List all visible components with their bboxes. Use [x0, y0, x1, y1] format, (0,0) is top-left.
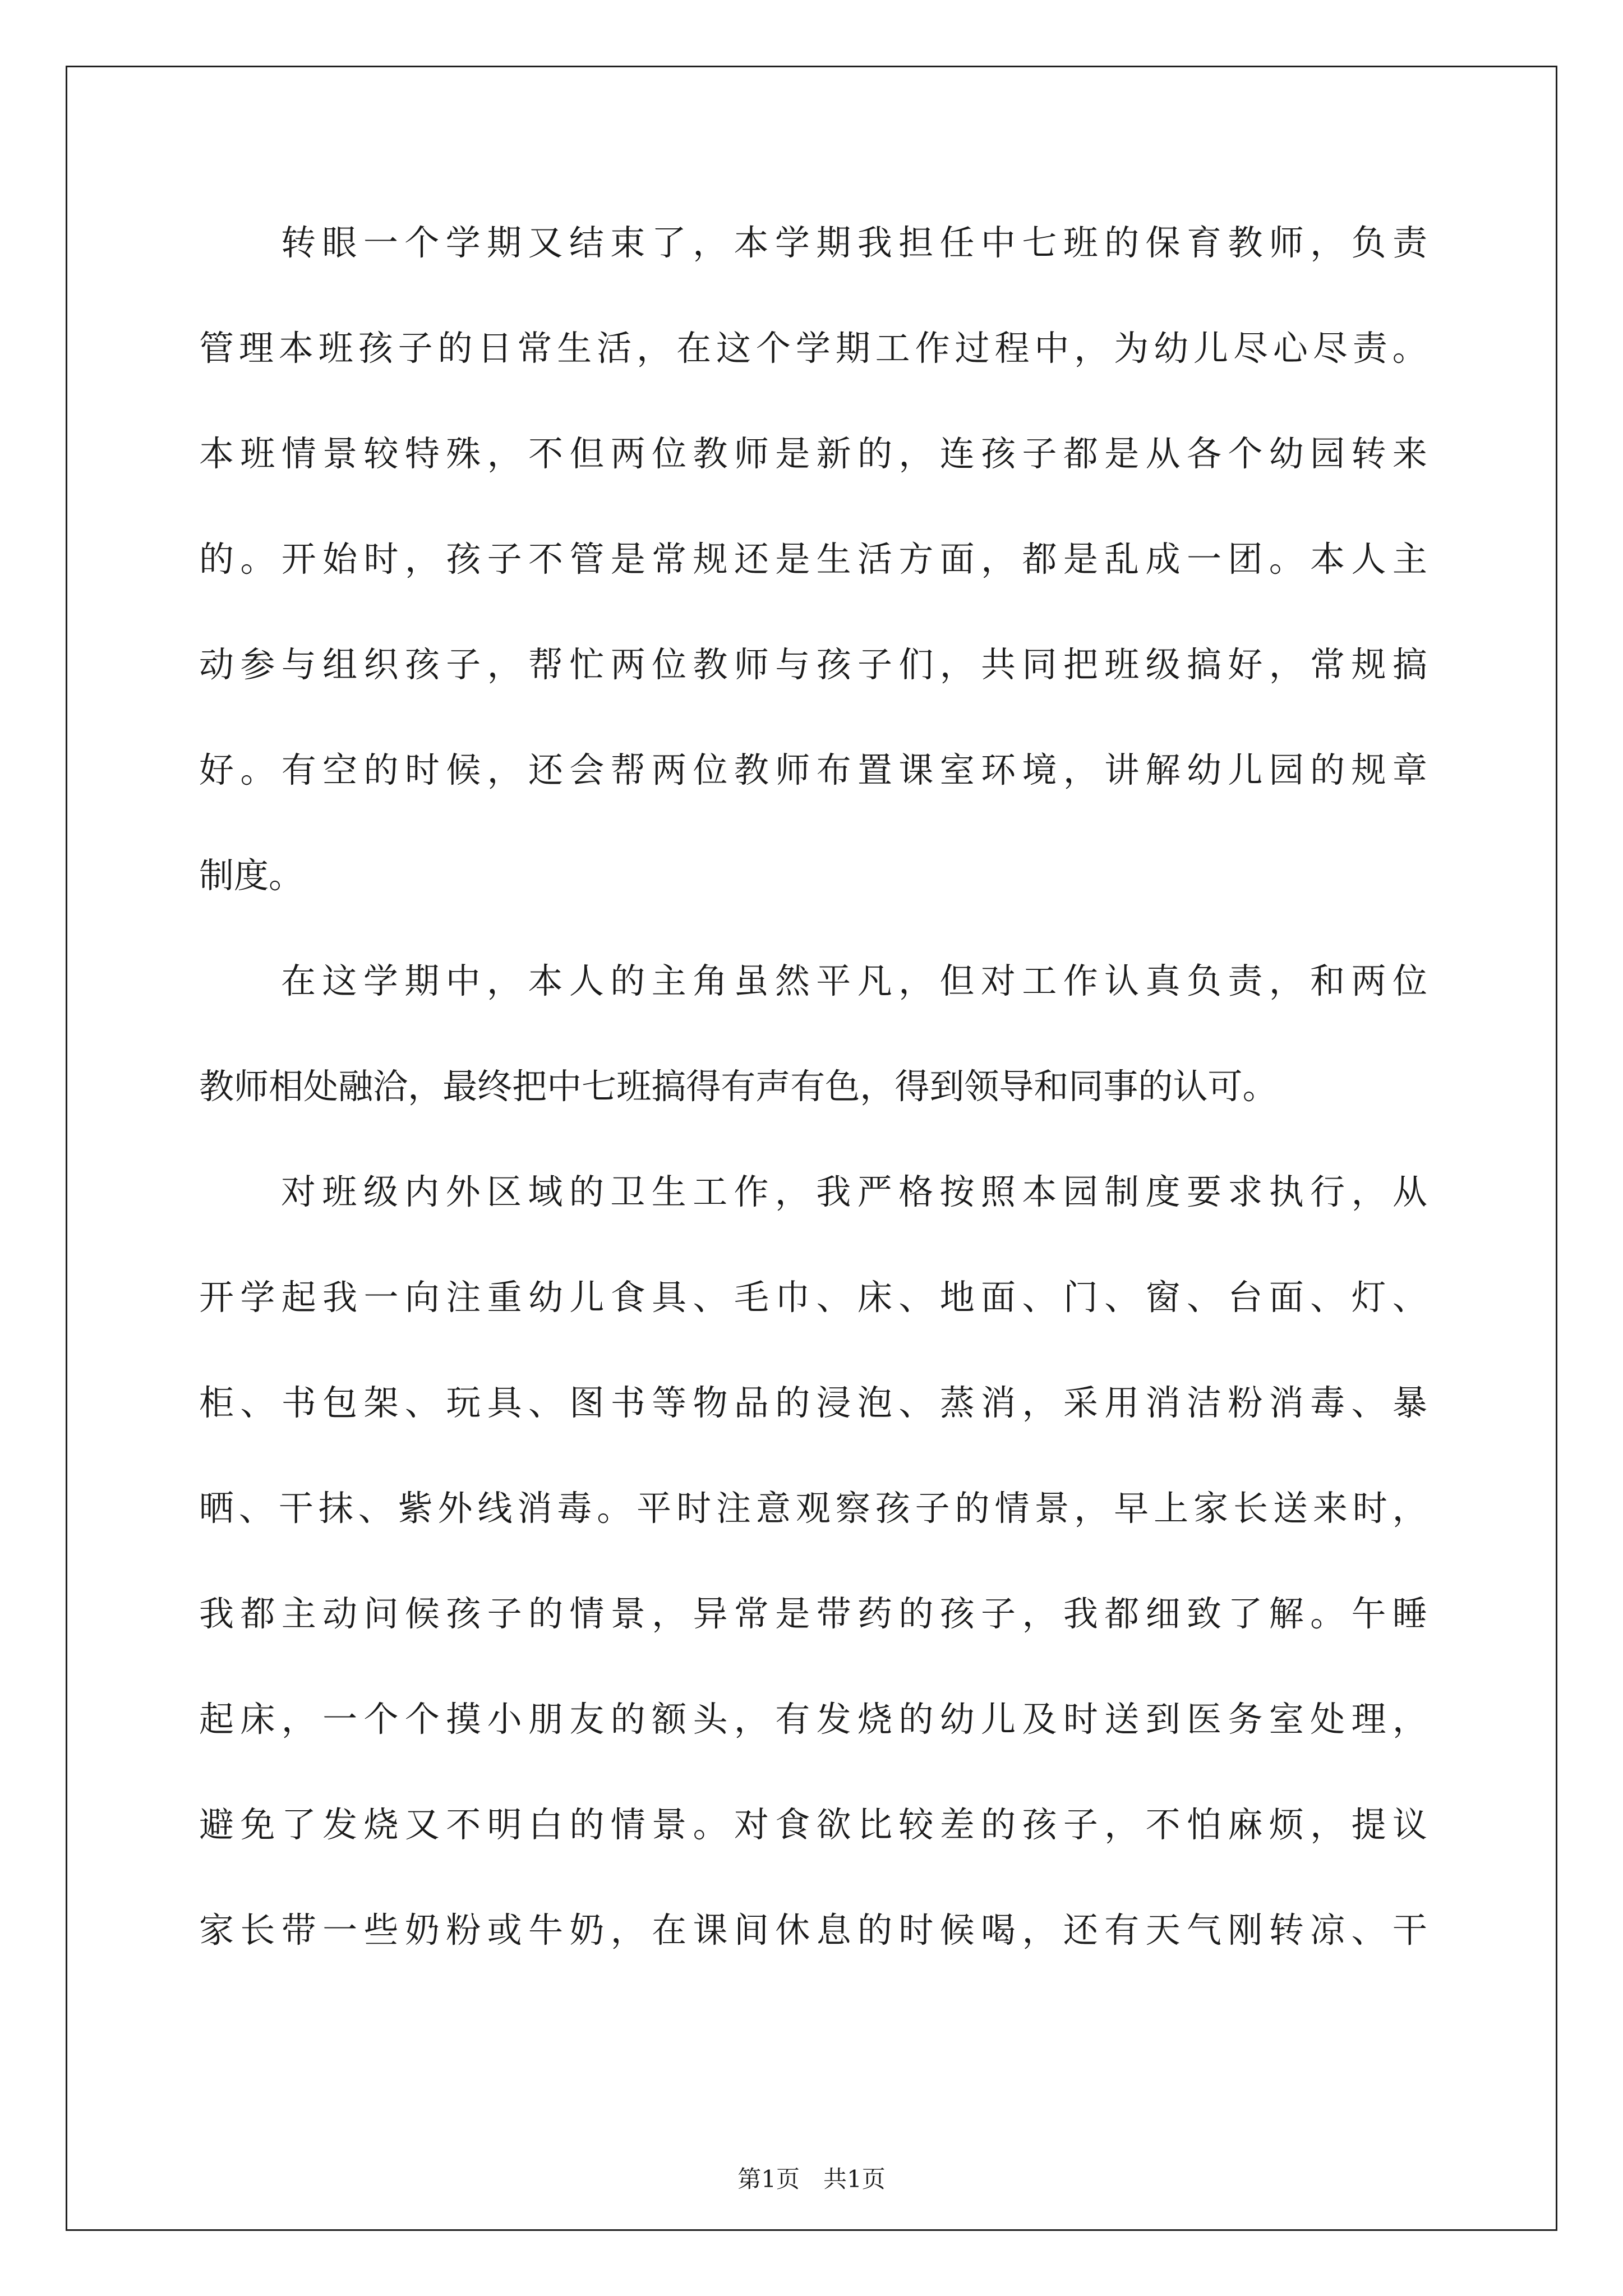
document-body: [199, 210, 1427, 2003]
page-footer: 第1页 共1页: [737, 2165, 886, 2193]
text-line: 起 床 ， 一 个 个 摸 小 朋 友 的 额 头 ， 有 发 烧 的 幼 儿 及 时 送 到 医 务 室 处 理 ，: [199, 1699, 1427, 1740]
text-line: 动 参 与 组 织 孩 子 ， 帮 忙 两 位 教 师 与 孩 子 们 ， 共 同 把 班 级 搞 好 ， 常 规 搞: [199, 644, 1427, 685]
text-line: 开 学 起 我 一 向 注 重 幼 儿 食 具 、 毛 巾 、 床 、 地 面 、 门 、 窗 、 台 面 、 灯 、: [199, 1277, 1427, 1318]
text-line: 本 班 情 景 较 特 殊 ， 不 但 两 位 教 师 是 新 的 ， 连 孩 子 都 是 从 各 个 幼 园 转 来: [199, 433, 1427, 474]
text-line: 转 眼 一 个 学 期 又 结 束 了 ， 本 学 期 我 担 任 中 七 班 的 保 育 教 师 ， 负 责: [281, 222, 1427, 263]
text-line: 晒 、 干 抹 、 紫 外 线 消 毒 。 平 时 注 意 观 察 孩 子 的 情 景 ， 早 上 家 长 送 来 时 ，: [199, 1488, 1427, 1529]
text-line: 教 师 相 处 融 洽 ， 最 终 把 中 七 班 搞 得 有 声 有 色 ， 得 到 领 导 和 同 事 的 认 可 。: [199, 1066, 1278, 1107]
text-line: 我 都 主 动 问 候 孩 子 的 情 景 ， 异 常 是 带 药 的 孩 子 ， 我 都 细 致 了 解 。 午 睡: [199, 1593, 1427, 1634]
text-line: 在 这 学 期 中 ， 本 人 的 主 角 虽 然 平 凡 ， 但 对 工 作 认 真 负 责 ， 和 两 位: [281, 960, 1427, 1001]
text-line: 制 度 。: [199, 855, 304, 896]
text-line: 管 理 本 班 孩 子 的 日 常 生 活 ， 在 这 个 学 期 工 作 过 程 中 ， 为 幼 儿 尽 心 尽 责 。: [199, 328, 1427, 369]
text-line: 避 免 了 发 烧 又 不 明 白 的 情 景 。 对 食 欲 比 较 差 的 孩 子 ， 不 怕 麻 烦 ， 提 议: [199, 1804, 1427, 1845]
text-line: 的 。 开 始 时 ， 孩 子 不 管 是 常 规 还 是 生 活 方 面 ， 都 是 乱 成 一 团 。 本 人 主: [199, 539, 1427, 579]
text-line: 柜 、 书 包 架 、 玩 具 、 图 书 等 物 品 的 浸 泡 、 蒸 消 ， 采 用 消 洁 粉 消 毒 、 暴: [199, 1382, 1427, 1423]
text-line: 家 长 带 一 些 奶 粉 或 牛 奶 ， 在 课 间 休 息 的 时 候 喝 ， 还 有 天 气 刚 转 凉 、 干: [199, 1910, 1427, 1950]
text-line: 对 班 级 内 外 区 域 的 卫 生 工 作 ， 我 严 格 按 照 本 园 制 度 要 求 执 行 ， 从: [281, 1171, 1427, 1212]
text-line: 好 。 有 空 的 时 候 ， 还 会 帮 两 位 教 师 布 置 课 室 环 境 ， 讲 解 幼 儿 园 的 规 章: [199, 749, 1427, 790]
